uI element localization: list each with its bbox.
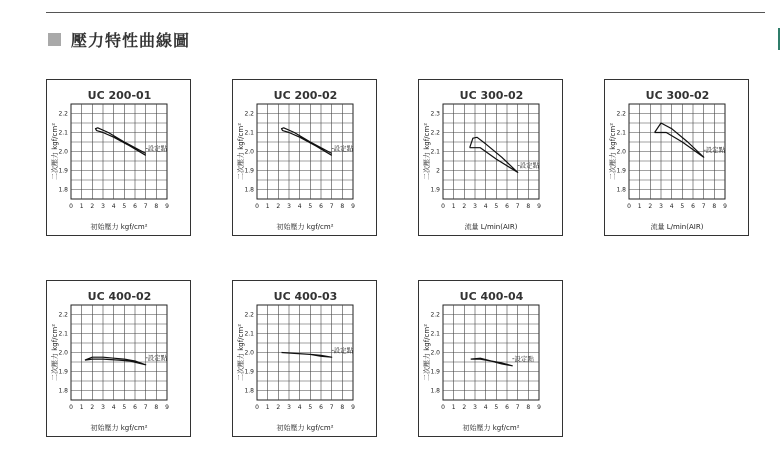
- chart-title: UC 300-02: [645, 89, 710, 102]
- x-tick-label: 8: [340, 203, 345, 210]
- x-tick-label: 5: [122, 404, 127, 411]
- x-tick-label: 8: [154, 404, 159, 411]
- setpoint-label: 設定點: [333, 144, 354, 153]
- x-tick-label: 0: [441, 404, 445, 411]
- chart-title: UC 200-02: [273, 89, 338, 102]
- x-axis-label: 流量 L/min(AIR): [650, 223, 704, 231]
- x-axis-label: 初始壓力 kgf/cm²: [276, 424, 334, 432]
- x-tick-label: 3: [473, 404, 477, 411]
- x-tick-label: 5: [308, 203, 313, 210]
- x-tick-label: 3: [101, 404, 105, 411]
- setpoint-label: 設定點: [705, 146, 726, 155]
- x-tick-label: 1: [79, 203, 84, 210]
- y-tick-label: 1.8: [244, 387, 254, 395]
- chart-title: UC 400-04: [459, 290, 524, 303]
- x-tick-label: 7: [143, 203, 148, 210]
- chart-card: [46, 280, 191, 437]
- chart-title: UC 300-02: [459, 89, 524, 102]
- x-tick-label: 3: [473, 203, 477, 210]
- y-tick-label: 2.2: [58, 110, 68, 118]
- y-tick-label: 1.9: [58, 368, 68, 376]
- y-tick-label: 2.2: [430, 129, 440, 137]
- y-tick-label: 2.1: [430, 330, 440, 338]
- chart-title: UC 400-02: [87, 290, 152, 303]
- chart-title: UC 400-03: [273, 290, 338, 303]
- x-tick-label: 7: [515, 203, 520, 210]
- y-tick-label: 1.9: [430, 368, 440, 376]
- chart-card: [418, 79, 563, 236]
- chart-svg: [419, 281, 564, 438]
- x-tick-label: 8: [526, 203, 531, 210]
- x-tick-label: 0: [255, 203, 259, 210]
- x-tick-label: 3: [101, 203, 105, 210]
- x-tick-label: 7: [701, 203, 706, 210]
- y-tick-label: 2.0: [244, 349, 254, 357]
- heading-text: 壓力特性曲線圖: [71, 30, 191, 50]
- x-tick-label: 6: [319, 404, 323, 411]
- y-tick-label: 2.0: [430, 349, 440, 357]
- x-tick-label: 3: [287, 203, 291, 210]
- x-tick-label: 1: [451, 404, 456, 411]
- x-tick-label: 9: [537, 404, 541, 411]
- y-tick-label: 2.0: [244, 148, 254, 156]
- x-axis-label: 初始壓力 kgf/cm²: [462, 424, 520, 432]
- y-tick-label: 1.8: [430, 387, 440, 395]
- x-axis-label: 初始壓力 kgf/cm²: [276, 223, 334, 231]
- y-tick-label: 2: [436, 167, 440, 175]
- y-tick-label: 2.2: [244, 311, 254, 319]
- y-tick-label: 2.0: [616, 148, 626, 156]
- x-tick-label: 9: [723, 203, 727, 210]
- edge-accent: [778, 28, 780, 50]
- x-tick-label: 0: [255, 404, 259, 411]
- x-tick-label: 6: [505, 404, 509, 411]
- x-tick-label: 1: [637, 203, 642, 210]
- x-tick-label: 2: [648, 203, 653, 210]
- x-tick-label: 2: [90, 404, 95, 411]
- x-tick-label: 4: [669, 203, 674, 210]
- y-tick-label: 1.9: [58, 167, 68, 175]
- y-axis-label: 二次壓力 kgf/cm²: [237, 323, 245, 382]
- x-tick-label: 5: [680, 203, 685, 210]
- chart-card: [232, 280, 377, 437]
- x-tick-label: 8: [712, 203, 717, 210]
- y-tick-label: 1.8: [616, 186, 626, 194]
- y-tick-label: 2.1: [430, 148, 440, 156]
- chart-card: [232, 79, 377, 236]
- y-tick-label: 2.0: [58, 148, 68, 156]
- y-axis-label: 二次壓力 kgf/cm²: [51, 323, 59, 382]
- top-divider: [46, 12, 765, 13]
- x-tick-label: 2: [276, 203, 281, 210]
- y-axis-label: 二次壓力 kgf/cm²: [423, 323, 431, 382]
- x-tick-label: 8: [526, 404, 531, 411]
- x-tick-label: 1: [79, 404, 84, 411]
- x-tick-label: 2: [462, 203, 467, 210]
- x-axis-label: 流量 L/min(AIR): [464, 223, 518, 231]
- y-tick-label: 2.2: [430, 311, 440, 319]
- chart-svg: [233, 80, 378, 237]
- x-tick-label: 4: [483, 203, 488, 210]
- x-tick-label: 4: [111, 404, 116, 411]
- x-tick-label: 6: [133, 203, 137, 210]
- y-tick-label: 1.8: [58, 186, 68, 194]
- setpoint-label: 設定點: [147, 353, 168, 362]
- x-tick-label: 3: [659, 203, 663, 210]
- chart-svg: [605, 80, 750, 237]
- y-tick-label: 2.1: [244, 129, 254, 137]
- x-tick-label: 6: [505, 203, 509, 210]
- setpoint-label: 設定點: [147, 144, 168, 153]
- setpoint-label: 設定點: [333, 346, 354, 355]
- x-tick-label: 7: [329, 404, 334, 411]
- x-tick-label: 8: [154, 203, 159, 210]
- chart-card: [604, 79, 749, 236]
- y-axis-label: 二次壓力 kgf/cm²: [237, 122, 245, 181]
- x-tick-label: 1: [265, 203, 270, 210]
- chart-card: [418, 280, 563, 437]
- x-tick-label: 9: [537, 203, 541, 210]
- heading-square-icon: [48, 33, 61, 46]
- y-tick-label: 1.9: [616, 167, 626, 175]
- x-tick-label: 4: [297, 203, 302, 210]
- x-axis-label: 初始壓力 kgf/cm²: [90, 223, 148, 231]
- x-tick-label: 1: [265, 404, 270, 411]
- chart-svg: [47, 80, 192, 237]
- chart-svg: [419, 80, 564, 237]
- section-heading: [48, 29, 190, 49]
- x-tick-label: 6: [133, 404, 137, 411]
- y-axis-label: 二次壓力 kgf/cm²: [609, 122, 617, 181]
- x-tick-label: 0: [69, 404, 73, 411]
- x-tick-label: 1: [451, 203, 456, 210]
- x-tick-label: 0: [627, 203, 631, 210]
- chart-card: [46, 79, 191, 236]
- x-tick-label: 2: [276, 404, 281, 411]
- x-tick-label: 4: [111, 203, 116, 210]
- x-tick-label: 4: [483, 404, 488, 411]
- y-tick-label: 2.1: [58, 330, 68, 338]
- y-axis-label: 二次壓力 kgf/cm²: [423, 122, 431, 181]
- x-tick-label: 9: [165, 203, 169, 210]
- y-tick-label: 2.1: [244, 330, 254, 338]
- x-tick-label: 5: [494, 203, 499, 210]
- setpoint-label: 設定點: [519, 161, 540, 170]
- y-tick-label: 1.9: [244, 167, 254, 175]
- y-tick-label: 2.2: [616, 110, 626, 118]
- chart-svg: [47, 281, 192, 438]
- y-tick-label: 2.0: [58, 349, 68, 357]
- x-tick-label: 9: [351, 203, 355, 210]
- x-tick-label: 2: [462, 404, 467, 411]
- y-tick-label: 2.1: [58, 129, 68, 137]
- x-tick-label: 9: [165, 404, 169, 411]
- x-tick-label: 5: [308, 404, 313, 411]
- y-tick-label: 1.9: [244, 368, 254, 376]
- y-tick-label: 2.2: [244, 110, 254, 118]
- y-tick-label: 2.1: [616, 129, 626, 137]
- chart-title: UC 200-01: [87, 89, 152, 102]
- y-tick-label: 1.8: [244, 186, 254, 194]
- x-axis-label: 初始壓力 kgf/cm²: [90, 424, 148, 432]
- x-tick-label: 7: [515, 404, 520, 411]
- x-tick-label: 0: [69, 203, 73, 210]
- x-tick-label: 3: [287, 404, 291, 411]
- x-tick-label: 5: [122, 203, 127, 210]
- x-tick-label: 7: [143, 404, 148, 411]
- x-tick-label: 4: [297, 404, 302, 411]
- x-tick-label: 8: [340, 404, 345, 411]
- x-tick-label: 6: [319, 203, 323, 210]
- y-tick-label: 2.2: [58, 311, 68, 319]
- x-tick-label: 5: [494, 404, 499, 411]
- x-tick-label: 0: [441, 203, 445, 210]
- x-tick-label: 7: [329, 203, 334, 210]
- y-tick-label: 1.8: [58, 387, 68, 395]
- y-axis-label: 二次壓力 kgf/cm²: [51, 122, 59, 181]
- y-tick-label: 2.3: [430, 110, 440, 118]
- x-tick-label: 6: [691, 203, 695, 210]
- x-tick-label: 2: [90, 203, 95, 210]
- x-tick-label: 9: [351, 404, 355, 411]
- chart-svg: [233, 281, 378, 438]
- setpoint-label: 設定點: [514, 354, 534, 363]
- y-tick-label: 1.9: [430, 186, 440, 194]
